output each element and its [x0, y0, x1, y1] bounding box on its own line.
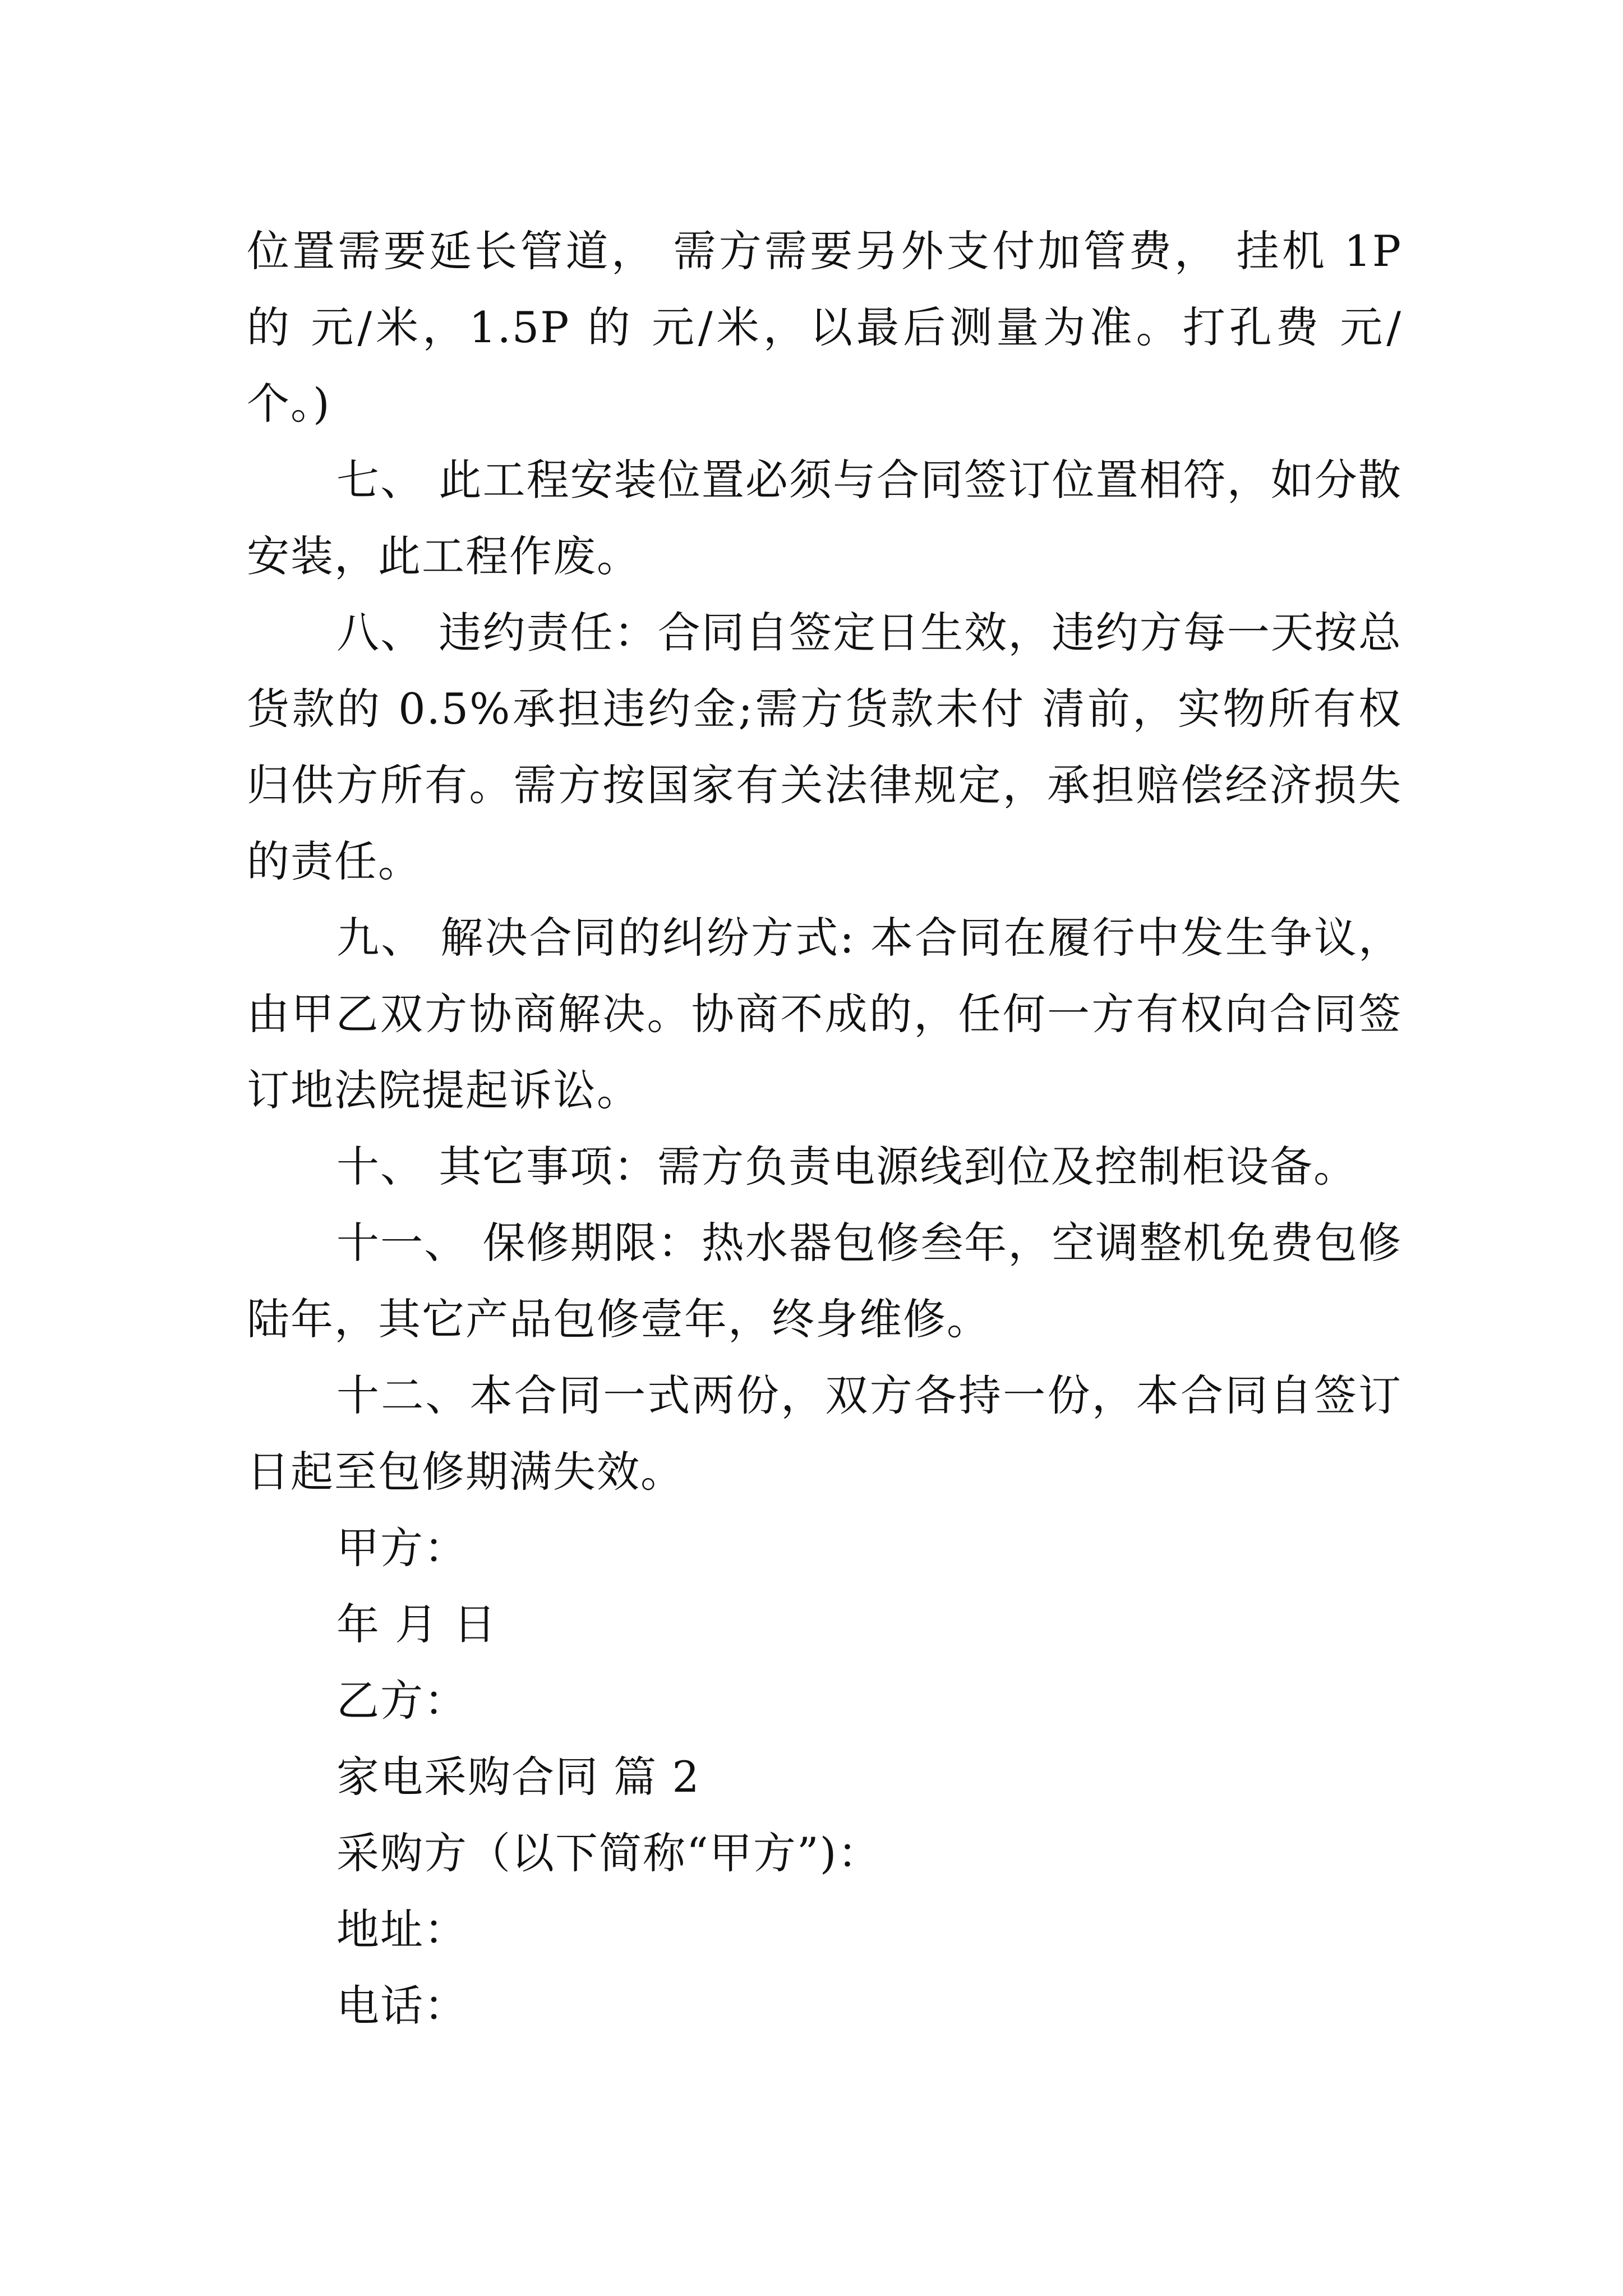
party-a-line: 甲方： — [336, 1523, 468, 1573]
paragraph-clause-9: 九、 解决合同的纠纷方式: 本合同在履行中发生争议，由甲乙双方协商解决。协商不成的，任何一方有权向合同签订地法院提起诉讼。 — [247, 913, 1402, 1115]
section-title: 家电采购合同 篇 2 — [336, 1752, 700, 1802]
paragraph-clause-7: 七、 此工程安装位置必须与合同签订位置相符，如分散安装，此工程作废。 — [247, 455, 1402, 581]
paragraph-clause-10: 十、 其它事项：需方负责电源线到位及控制柜设备。 — [336, 1142, 1358, 1191]
document-body — [247, 213, 1402, 2044]
address-line: 地址： — [336, 1904, 468, 1954]
paragraph-pipe-extension-fees: 位置需要延长管道， 需方需要另外支付加管费， 挂机 1P 的 元/米，1.5P 的 元/米，以最后测量为准。打孔费 元/个。) — [247, 226, 1402, 429]
paragraph-clause-12: 十二、本合同一式两份，双方各持一份，本合同自签订日起至包修期满失效。 — [247, 1370, 1402, 1497]
buyer-line: 采购方（以下简称“甲方”)： — [336, 1828, 882, 1878]
paragraph-clause-11: 十一、 保修期限：热水器包修叁年，空调整机免费包修陆年，其它产品包修壹年，终身维修。 — [247, 1218, 1402, 1344]
paragraph-clause-8: 八、 违约责任：合同自签定日生效，违约方每一天按总货款的 0.5%承担违约金;需方货款未付 清前，实物所有权归供方所有。需方按国家有关法律规定，承担赔偿经济损失的责任。 — [247, 608, 1402, 886]
date-line: 年 月 日 — [336, 1599, 497, 1649]
phone-line: 电话： — [336, 1981, 468, 2031]
party-b-line: 乙方： — [336, 1676, 468, 1726]
